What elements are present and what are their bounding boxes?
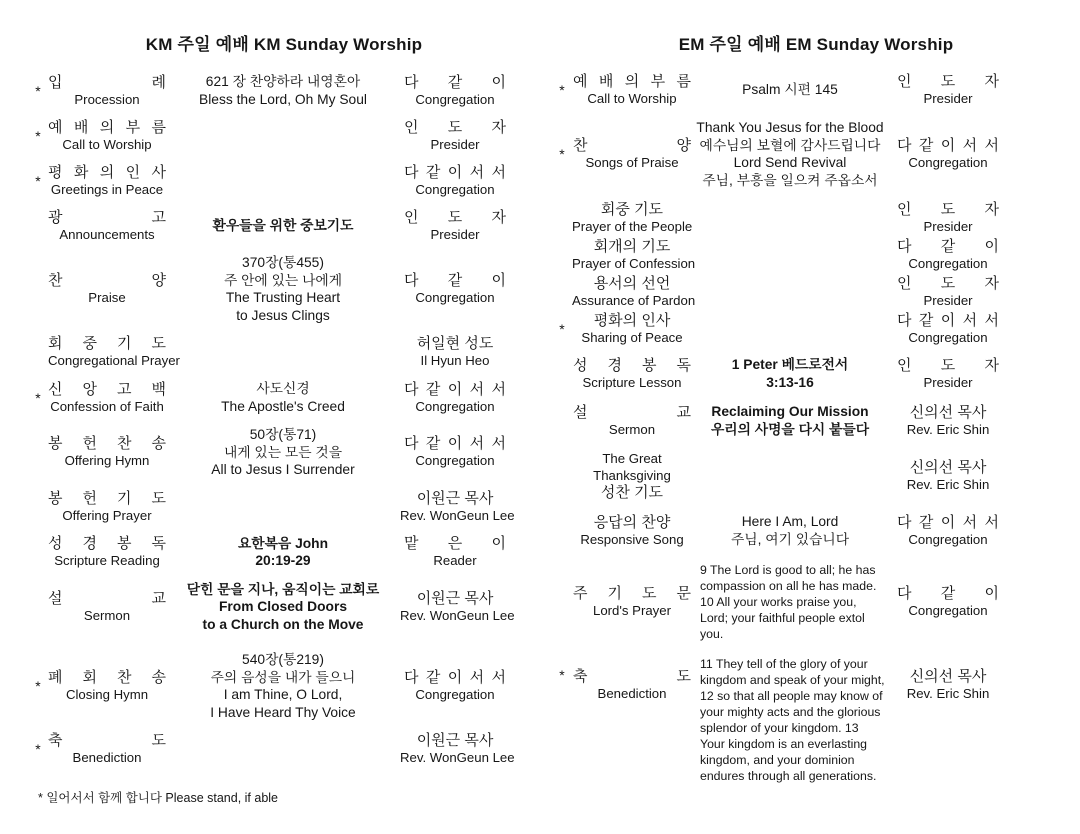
order-item-role xyxy=(888,137,1008,171)
role-ko-line: 이원근 목사 xyxy=(416,489,494,507)
worship-order-row xyxy=(28,426,540,479)
order-item-role xyxy=(400,732,515,766)
item-en-line: Prayer of the People xyxy=(572,219,693,234)
role-ko-line: 다 같 이 xyxy=(404,272,506,289)
item-ko-line: 광 고 xyxy=(48,209,166,226)
item-ko-line: 봉 헌 기 도 xyxy=(48,489,166,507)
order-item-role xyxy=(888,201,1008,235)
order-item-name xyxy=(48,164,166,198)
role-en-line: Presider xyxy=(430,227,480,242)
order-item-role xyxy=(400,335,510,369)
stand-asterisk: * xyxy=(35,82,41,99)
item-ko-line: 성 경 봉 독 xyxy=(573,356,691,374)
item-en-line: Thanksgiving xyxy=(593,468,671,483)
role-en-line: Congregation xyxy=(415,687,495,702)
order-item-role xyxy=(400,164,510,198)
role-en-line: Rev. WonGeun Lee xyxy=(400,507,515,523)
role-en-line: Il Hyun Heo xyxy=(420,353,490,368)
content-line: 621 장 찬양하라 내영혼아 xyxy=(205,74,361,89)
role-ko-line: 다 같 이 서 서 xyxy=(404,380,506,398)
order-item-content xyxy=(692,656,888,784)
content-line: 환우들을 위한 중보기도 xyxy=(212,218,354,234)
content-line: 50장(통71) xyxy=(249,427,317,442)
order-item-content xyxy=(166,217,400,235)
item-ko-line: 예 배 의 부 름 xyxy=(573,73,691,90)
order-item-name xyxy=(572,450,692,501)
stand-asterisk: * xyxy=(559,321,565,337)
order-item-role xyxy=(400,435,510,469)
stand-asterisk: * xyxy=(35,389,41,406)
order-item-role xyxy=(888,656,1008,702)
role-ko-line: 다 같 이 xyxy=(404,73,506,91)
content-line: Psalm 시편 145 xyxy=(742,82,838,98)
role-ko-line: 다 같 이 서 서 xyxy=(897,312,999,329)
order-item-content xyxy=(166,535,400,570)
content-line: 3:13-16 xyxy=(766,374,814,390)
item-en-line: Procession xyxy=(74,91,140,107)
role-en-line: Rev. WonGeun Lee xyxy=(400,750,515,765)
order-item-role xyxy=(400,535,510,569)
order-item-role xyxy=(888,585,1008,619)
order-item-content xyxy=(692,403,888,438)
worship-order-row xyxy=(552,356,1080,391)
content-line: 11 They tell of the glory of your kingdom and speak of your might, 12 so that all people may know of your mighty acts and the glorious splendor of your kingdom. 13 Your kingdom is an everlasting kingdom, and your dominion endures through all generations. xyxy=(700,657,885,783)
order-item-role xyxy=(400,209,510,243)
content-line: 닫힌 문을 지나, 움직이는 교회로 xyxy=(186,581,380,597)
worship-order-row xyxy=(552,275,1080,309)
order-item-name xyxy=(48,732,166,766)
worship-order-row xyxy=(552,201,1080,235)
role-ko-line: 신의선 목사 xyxy=(909,458,987,476)
item-en-line: Praise xyxy=(88,290,126,305)
item-en-line: Assurance of Pardon xyxy=(572,293,696,308)
order-item-content xyxy=(692,562,888,642)
item-ko-line: 설 교 xyxy=(573,403,691,421)
item-ko-line: 회중 기도 xyxy=(600,201,664,218)
role-ko-line: 인 도 자 xyxy=(897,275,999,292)
worship-order-row xyxy=(28,380,540,415)
order-item-content xyxy=(692,513,888,548)
role-ko-line: 다 같 이 서 서 xyxy=(404,164,506,181)
order-item-content xyxy=(692,119,888,189)
item-en-line: Closing Hymn xyxy=(65,687,149,702)
order-item-role xyxy=(888,312,1008,346)
order-item-name xyxy=(572,404,692,438)
content-line: Thank You Jesus for the Blood xyxy=(696,120,884,135)
content-line: 540장(통219) xyxy=(242,652,324,667)
worship-order-row xyxy=(552,403,1080,438)
role-en-line: Presider xyxy=(923,91,973,106)
item-en-line: Responsive Song xyxy=(580,531,684,547)
role-en-line: Congregation xyxy=(908,603,988,618)
order-item-name xyxy=(572,312,692,346)
item-en-line: Call to Worship xyxy=(587,91,677,106)
item-ko-line: 회개의 기도 xyxy=(593,238,671,255)
content-line: 1 Peter 베드로전서 xyxy=(731,357,849,372)
item-en-line: Greetings in Peace xyxy=(50,182,164,197)
content-line: 내게 있는 모든 것을 xyxy=(223,444,343,460)
content-line: 사도신경 xyxy=(256,381,310,396)
worship-order-row xyxy=(552,312,1080,346)
worship-order-row xyxy=(552,73,1080,107)
order-item-name xyxy=(572,656,692,702)
content-line: 주 안에 있는 나에게 xyxy=(223,272,343,288)
order-item-role xyxy=(400,489,515,524)
order-item-role xyxy=(888,73,1008,107)
role-ko-line: 다 같 이 xyxy=(897,585,999,602)
item-en-line: Sermon xyxy=(83,607,131,623)
order-item-role xyxy=(888,275,1008,309)
km-title: KM 주일 예배 KM Sunday Worship xyxy=(145,35,423,54)
order-item-role xyxy=(400,381,510,415)
em-title: EM 주일 예배 EM Sunday Worship xyxy=(678,35,954,54)
content-line: Reclaiming Our Mission xyxy=(711,404,869,419)
worship-order-row xyxy=(28,732,540,766)
role-en-line: Rev. Eric Shin xyxy=(906,686,990,701)
item-ko-line: 설 교 xyxy=(48,589,166,607)
role-ko-line: 인 도 자 xyxy=(897,356,999,374)
item-en-line: Call to Worship xyxy=(62,137,152,152)
worship-order-row xyxy=(28,164,540,198)
role-en-line: Congregation xyxy=(908,531,988,547)
role-ko-line: 인 도 자 xyxy=(404,119,506,136)
order-item-role xyxy=(400,272,510,306)
role-en-line: Congregation xyxy=(908,256,988,271)
order-item-name xyxy=(48,381,166,415)
role-en-line: Presider xyxy=(923,293,973,308)
worship-order-row xyxy=(28,254,540,324)
order-item-name xyxy=(48,209,166,243)
worship-order-row xyxy=(552,450,1080,501)
role-ko-line: 맡 은 이 xyxy=(404,535,506,552)
role-en-line: Presider xyxy=(923,219,973,234)
role-en-line: Congregation xyxy=(415,453,495,469)
item-en-line: Sharing of Peace xyxy=(581,330,683,345)
stand-asterisk: * xyxy=(35,741,41,757)
em-worship-section xyxy=(540,30,1080,834)
worship-order-row xyxy=(28,119,540,153)
role-ko-line: 다 같 이 서 서 xyxy=(404,435,506,453)
role-en-line: Rev. Eric Shin xyxy=(906,476,990,492)
role-ko-line: 이원근 목사 xyxy=(416,589,494,607)
stand-asterisk: * xyxy=(35,678,41,694)
order-item-name xyxy=(48,435,166,469)
role-en-line: Presider xyxy=(430,137,480,152)
role-ko-line: 인 도 자 xyxy=(897,201,999,218)
role-en-line: Rev. WonGeun Lee xyxy=(400,607,515,623)
role-ko-line: 인 도 자 xyxy=(897,73,999,90)
content-line: From Closed Doors xyxy=(218,599,348,614)
role-en-line: Congregation xyxy=(908,330,988,345)
order-item-name xyxy=(572,201,692,235)
order-item-role xyxy=(888,404,1008,438)
item-en-line: Announcements xyxy=(59,227,155,242)
order-item-name xyxy=(48,119,166,153)
item-ko-line: 주 기 도 문 xyxy=(573,585,691,602)
km-worship-section xyxy=(0,30,540,834)
content-line: 9 The Lord is good to all; he has compassion on all he has made. 10 All your works praise you, Lord; your faithful people extol you. xyxy=(700,563,877,641)
order-item-name xyxy=(572,275,696,309)
content-line: 370장(통455) xyxy=(242,255,324,270)
item-en-line: Benediction xyxy=(597,686,667,701)
content-line: 우리의 사명을 다시 붙들다 xyxy=(710,421,870,437)
item-ko-line: 평화의 인사 xyxy=(593,312,671,329)
role-en-line: Rev. Eric Shin xyxy=(906,421,990,437)
content-line: All to Jesus I Surrender xyxy=(211,462,355,477)
order-item-name xyxy=(48,74,166,108)
content-line: 요한복음 John xyxy=(237,535,329,551)
item-en-line: Scripture Lesson xyxy=(582,374,682,390)
content-line: The Apostle's Creed xyxy=(221,398,345,414)
order-item-name xyxy=(48,535,166,569)
role-ko-line: 신의선 목사 xyxy=(909,403,987,421)
content-line: 주님, 여기 있습니다 xyxy=(730,531,850,547)
order-item-content xyxy=(692,81,888,99)
em-order-list xyxy=(552,73,1080,784)
order-item-name xyxy=(48,590,166,624)
item-ko-line: 입 례 xyxy=(48,73,166,91)
stand-asterisk: * xyxy=(559,82,565,98)
order-item-name xyxy=(572,357,692,391)
role-ko-line: 다 같 이 서 서 xyxy=(897,513,999,531)
order-item-name xyxy=(572,73,692,107)
km-order-list xyxy=(28,73,540,766)
order-item-content xyxy=(166,380,400,415)
content-line: Here I Am, Lord xyxy=(741,514,839,529)
role-en-line: Congregation xyxy=(415,398,495,414)
item-ko-line: 봉 헌 찬 송 xyxy=(48,435,166,453)
worship-order-row xyxy=(552,238,1080,272)
order-item-content xyxy=(692,356,888,391)
role-ko-line: 이원근 목사 xyxy=(416,732,494,749)
order-item-name xyxy=(572,137,692,171)
order-item-name xyxy=(572,585,692,619)
worship-order-row xyxy=(28,335,540,369)
stand-asterisk: * xyxy=(35,173,41,189)
role-ko-line: 인 도 자 xyxy=(404,209,506,226)
worship-order-row xyxy=(28,73,540,108)
item-en-line: Sermon xyxy=(608,421,656,437)
item-ko-line: 신 앙 고 백 xyxy=(48,380,166,398)
worship-order-row xyxy=(28,209,540,243)
item-en-line: Offering Prayer xyxy=(62,507,152,523)
content-line: Bless the Lord, Oh My Soul xyxy=(199,91,367,107)
order-item-role xyxy=(400,589,515,624)
content-line: I Have Heard Thy Voice xyxy=(210,704,356,720)
order-item-role xyxy=(400,74,510,108)
content-line: I am Thine, O Lord, xyxy=(223,687,343,702)
item-en-line: Offering Hymn xyxy=(64,453,150,469)
item-en-line: Confession of Faith xyxy=(50,398,164,414)
worship-order-row xyxy=(552,562,1080,642)
order-item-name xyxy=(48,335,180,369)
item-en-line: Songs of Praise xyxy=(585,155,679,170)
role-en-line: Presider xyxy=(923,374,973,390)
item-ko-line: 축 도 xyxy=(48,732,166,749)
content-line: 20:19-29 xyxy=(255,553,311,568)
order-item-role xyxy=(888,357,1008,391)
role-en-line: Congregation xyxy=(415,290,495,305)
item-ko-line: 폐 회 찬 송 xyxy=(48,669,166,686)
item-ko-line: 축 도 xyxy=(573,668,691,685)
item-ko-line: 평 화 의 인 사 xyxy=(48,164,166,181)
item-ko-line: 찬 양 xyxy=(48,272,166,289)
item-ko-line: 찬 양 xyxy=(573,137,691,154)
worship-order-row xyxy=(28,535,540,570)
role-en-line: Congregation xyxy=(415,91,495,107)
role-ko-line: 다 같 이 xyxy=(897,238,999,255)
order-item-name xyxy=(572,514,692,548)
item-en-line: Scripture Reading xyxy=(54,553,160,568)
role-ko-line: 허일현 성도 xyxy=(416,335,494,352)
worship-order-row xyxy=(552,656,1080,784)
content-line: 주님, 부흥을 일으켜 주옵소서 xyxy=(702,172,878,188)
worship-order-row xyxy=(28,490,540,524)
item-ko-line: 성찬 기도 xyxy=(600,484,664,501)
content-line: The Trusting Heart xyxy=(225,290,341,305)
worship-order-row xyxy=(28,651,540,721)
content-line: to Jesus Clings xyxy=(236,307,330,323)
item-en-line: Congregational Prayer xyxy=(48,353,180,368)
item-en-line: Prayer of Confession xyxy=(572,256,696,271)
order-item-content xyxy=(166,426,400,479)
role-ko-line: 신의선 목사 xyxy=(909,668,987,685)
role-ko-line: 다 같 이 서 서 xyxy=(897,137,999,154)
role-en-line: Reader xyxy=(433,553,477,568)
order-item-name xyxy=(48,272,166,306)
content-line: 예수님의 보혈에 감사드립니다 xyxy=(699,137,881,153)
worship-order-row xyxy=(552,119,1080,189)
worship-order-row xyxy=(28,581,540,634)
stand-asterisk: * xyxy=(559,667,565,683)
stand-asterisk: * xyxy=(559,146,565,162)
item-en-line: Lord's Prayer xyxy=(592,603,671,618)
order-item-role xyxy=(888,514,1008,548)
order-item-name xyxy=(48,669,166,703)
order-item-name xyxy=(48,490,166,524)
order-item-role xyxy=(888,459,1008,493)
item-en-line: The Great xyxy=(602,451,662,466)
order-item-name xyxy=(572,238,696,272)
role-en-line: Congregation xyxy=(908,155,988,170)
item-ko-line: 성 경 봉 독 xyxy=(48,535,166,552)
order-item-content xyxy=(166,581,400,634)
content-line: Lord Send Revival xyxy=(733,155,847,170)
content-line: 주의 음성을 내가 들으니 xyxy=(210,669,356,685)
order-item-content xyxy=(166,73,400,108)
item-ko-line: 응답의 찬양 xyxy=(593,513,671,531)
role-en-line: Congregation xyxy=(415,182,495,197)
order-item-content xyxy=(166,254,400,324)
role-ko-line: 다 같 이 서 서 xyxy=(404,669,506,686)
item-ko-line: 회 중 기 도 xyxy=(48,335,166,352)
worship-order-row xyxy=(552,513,1080,548)
order-item-role xyxy=(888,238,1008,272)
stand-footnote: * 일어서서 함께 합니다 Please stand, if able xyxy=(38,791,279,805)
order-item-role xyxy=(400,669,510,703)
order-item-role xyxy=(400,119,510,153)
order-item-content xyxy=(166,651,400,721)
item-en-line: Benediction xyxy=(72,750,142,765)
stand-asterisk: * xyxy=(35,128,41,144)
content-line: to a Church on the Move xyxy=(202,616,364,632)
item-ko-line: 용서의 선언 xyxy=(593,275,671,292)
item-ko-line: 예 배 의 부 름 xyxy=(48,119,166,136)
